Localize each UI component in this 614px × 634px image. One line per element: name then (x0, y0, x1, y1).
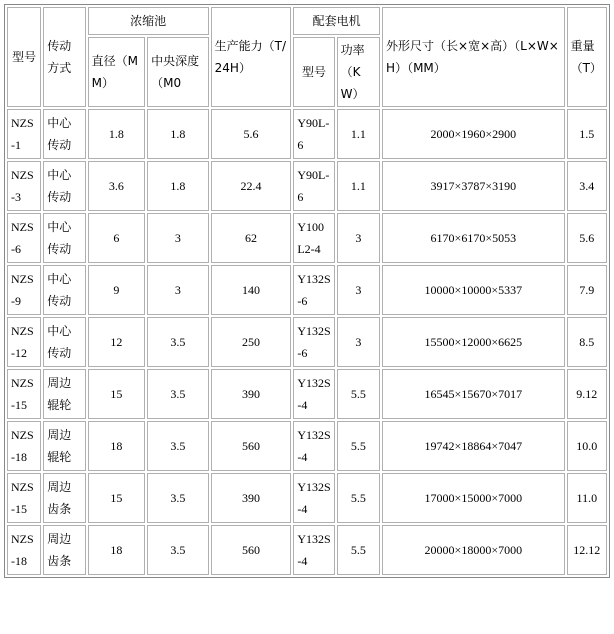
cell-dimensions: 19742×18864×7047 (382, 421, 565, 471)
cell-weight: 8.5 (567, 317, 607, 367)
header-weight: 重量（T） (567, 7, 607, 107)
header-row-1 (7, 7, 607, 35)
header-diameter: 直径（MM） (88, 37, 145, 107)
header-capacity: 生产能力（T/24H） (211, 7, 292, 107)
table-row (7, 265, 607, 315)
cell-diameter: 3.6 (88, 161, 145, 211)
cell-diameter: 9 (88, 265, 145, 315)
cell-power: 3 (337, 265, 380, 315)
cell-capacity: 140 (211, 265, 292, 315)
cell-model: NZS-1 (7, 109, 41, 159)
cell-model: NZS-9 (7, 265, 41, 315)
cell-depth: 1.8 (147, 109, 209, 159)
cell-drive: 中心传动 (43, 317, 85, 367)
cell-depth: 3 (147, 213, 209, 263)
cell-capacity: 62 (211, 213, 292, 263)
cell-power: 5.5 (337, 421, 380, 471)
table-row (7, 161, 607, 211)
cell-weight: 1.5 (567, 109, 607, 159)
cell-dimensions: 17000×15000×7000 (382, 473, 565, 523)
header-tank: 浓缩池 (88, 7, 209, 35)
spec-table (4, 4, 610, 578)
table-row (7, 473, 607, 523)
cell-drive: 中心传动 (43, 161, 85, 211)
cell-weight: 12.12 (567, 525, 607, 575)
cell-motor-model: Y132S-4 (293, 525, 334, 575)
cell-weight: 11.0 (567, 473, 607, 523)
cell-depth: 3 (147, 265, 209, 315)
cell-power: 1.1 (337, 161, 380, 211)
cell-weight: 9.12 (567, 369, 607, 419)
cell-drive: 中心传动 (43, 265, 85, 315)
cell-power: 1.1 (337, 109, 380, 159)
cell-depth: 3.5 (147, 421, 209, 471)
cell-dimensions: 16545×15670×7017 (382, 369, 565, 419)
cell-dimensions: 15500×12000×6625 (382, 317, 565, 367)
cell-motor-model: Y100L2-4 (293, 213, 334, 263)
cell-model: NZS-3 (7, 161, 41, 211)
cell-weight: 3.4 (567, 161, 607, 211)
cell-power: 5.5 (337, 525, 380, 575)
cell-diameter: 1.8 (88, 109, 145, 159)
cell-motor-model: Y132S-6 (293, 265, 334, 315)
cell-diameter: 6 (88, 213, 145, 263)
cell-depth: 3.5 (147, 369, 209, 419)
cell-depth: 3.5 (147, 473, 209, 523)
cell-dimensions: 20000×18000×7000 (382, 525, 565, 575)
cell-motor-model: Y132S-4 (293, 421, 334, 471)
header-depth: 中央深度（M0 (147, 37, 209, 107)
cell-power: 5.5 (337, 369, 380, 419)
table-row (7, 317, 607, 367)
table-row (7, 109, 607, 159)
cell-capacity: 5.6 (211, 109, 292, 159)
cell-drive: 周边齿条 (43, 525, 85, 575)
cell-power: 5.5 (337, 473, 380, 523)
cell-drive: 周边辊轮 (43, 421, 85, 471)
cell-capacity: 250 (211, 317, 292, 367)
cell-depth: 3.5 (147, 525, 209, 575)
cell-diameter: 18 (88, 421, 145, 471)
cell-drive: 中心传动 (43, 109, 85, 159)
cell-motor-model: Y132S-6 (293, 317, 334, 367)
cell-motor-model: Y132S-4 (293, 369, 334, 419)
cell-model: NZS-12 (7, 317, 41, 367)
cell-motor-model: Y90L-6 (293, 161, 334, 211)
cell-model: NZS-18 (7, 525, 41, 575)
cell-dimensions: 6170×6170×5053 (382, 213, 565, 263)
header-motor-model: 型号 (293, 37, 334, 107)
table-row (7, 369, 607, 419)
cell-model: NZS-15 (7, 473, 41, 523)
cell-diameter: 12 (88, 317, 145, 367)
cell-motor-model: Y132S-4 (293, 473, 334, 523)
table-row (7, 421, 607, 471)
table-row (7, 525, 607, 575)
cell-dimensions: 10000×10000×5337 (382, 265, 565, 315)
spec-table-container (4, 4, 610, 578)
cell-motor-model: Y90L-6 (293, 109, 334, 159)
cell-capacity: 390 (211, 369, 292, 419)
cell-depth: 3.5 (147, 317, 209, 367)
header-motor: 配套电机 (293, 7, 380, 35)
cell-capacity: 390 (211, 473, 292, 523)
cell-model: NZS-6 (7, 213, 41, 263)
header-model: 型号 (7, 7, 41, 107)
cell-power: 3 (337, 317, 380, 367)
cell-model: NZS-15 (7, 369, 41, 419)
cell-power: 3 (337, 213, 380, 263)
cell-dimensions: 2000×1960×2900 (382, 109, 565, 159)
cell-depth: 1.8 (147, 161, 209, 211)
cell-model: NZS-18 (7, 421, 41, 471)
header-power: 功率（KW） (337, 37, 380, 107)
cell-capacity: 22.4 (211, 161, 292, 211)
cell-drive: 周边辊轮 (43, 369, 85, 419)
cell-diameter: 15 (88, 369, 145, 419)
header-dimensions: 外形尺寸（长×宽×高）（L×W×H）（MM） (382, 7, 565, 107)
table-row (7, 213, 607, 263)
cell-weight: 7.9 (567, 265, 607, 315)
cell-weight: 10.0 (567, 421, 607, 471)
spec-table-body (7, 7, 607, 575)
cell-drive: 中心传动 (43, 213, 85, 263)
cell-diameter: 15 (88, 473, 145, 523)
cell-capacity: 560 (211, 421, 292, 471)
cell-drive: 周边齿条 (43, 473, 85, 523)
header-drive: 传动方式 (43, 7, 85, 107)
cell-dimensions: 3917×3787×3190 (382, 161, 565, 211)
cell-diameter: 18 (88, 525, 145, 575)
cell-capacity: 560 (211, 525, 292, 575)
cell-weight: 5.6 (567, 213, 607, 263)
